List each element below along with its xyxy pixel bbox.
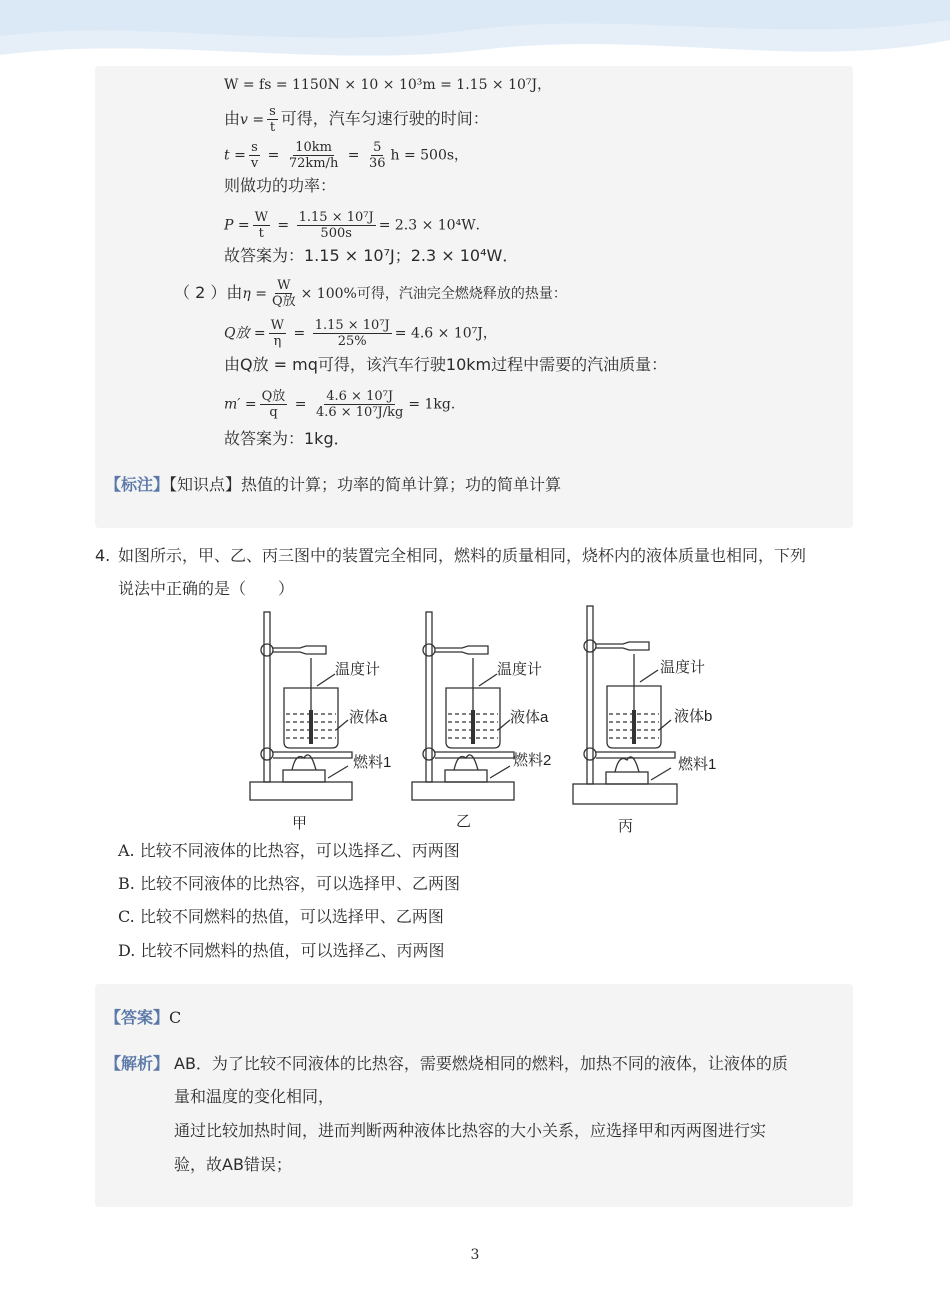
header-wave-decoration: [0, 0, 950, 70]
option-a-text: 比较不同液体的比热容，可以选择乙、丙两图: [139, 841, 460, 860]
mass-formula: m′ = $\frac{\text{Q放}}{q}$ = $\frac{\text{4.6 × 10⁷J}}{\text{4.6 × 10⁷J/kg}}$ = 1kg．: [224, 389, 465, 420]
option-d[interactable]: [118, 940, 444, 962]
apparatus-jia: [250, 612, 352, 800]
label-thermometer-bing: 温度计: [660, 659, 706, 676]
analysis-line2: 量和温度的变化相同，: [174, 1087, 335, 1106]
power-intro: 则做功的功率：: [224, 176, 337, 195]
analysis-line4: 验，故AB错误；: [174, 1155, 292, 1174]
option-b[interactable]: [118, 873, 460, 895]
time-formula: t = $\frac{s}{v}$ = $\frac{10km}{72km/h}$ = $\frac{5}{36}$ h = 500s，: [224, 140, 469, 171]
option-b-text: 比较不同液体的比热容，可以选择甲、乙两图: [139, 874, 460, 893]
experiment-figure: [240, 602, 730, 838]
answer-line: [105, 1008, 181, 1028]
label-liquid-jia: 液体a: [349, 709, 388, 726]
label-thermometer-jia: 温度计: [335, 661, 381, 678]
heat-formula: Q放 = $\frac{W}{\eta}$ = $\frac{\text{1.15 × 10⁷J}}{25\%}$ = 4.6 × 10⁷J，: [224, 318, 497, 349]
caption-jia: 甲: [292, 815, 308, 832]
caption-yi: 乙: [456, 813, 472, 830]
power-formula: P = $\frac{W}{t}$ = $\frac{\text{1.15 × 10⁷J}}{500s}$ = 2.3 × 10⁴W．: [224, 210, 490, 241]
apparatus-yi: [412, 612, 514, 800]
from-speed-line: 由v = $\frac{s}{t}$ 可得，汽车匀速行驶的时间：: [224, 104, 489, 135]
question-stem-line1: 如图所示，甲、乙、丙三图中的装置完全相同，燃料的质量相同，烧杯内的液体质量也相同，下列: [118, 546, 807, 565]
label-liquid-yi: 液体a: [510, 709, 549, 726]
option-d-text: 比较不同燃料的热值，可以选择乙、丙两图: [140, 941, 445, 960]
analysis-line1: AB．为了比较不同液体的比热容，需要燃烧相同的燃料，加热不同的液体，让液体的质: [174, 1054, 788, 1073]
option-a-letter: A.: [118, 841, 135, 860]
label-thermometer-yi: 温度计: [497, 661, 543, 678]
answer-value: C: [169, 1008, 182, 1027]
question-stem-line2: 说法中正确的是（ ）: [118, 579, 295, 598]
answer-tag: 【答案】: [105, 1008, 170, 1027]
label-tag: 【标注】: [105, 475, 170, 494]
analysis-line3: 通过比较加热时间，进而判断两种液体比热容的大小关系，应选择甲和丙两图进行实: [174, 1121, 767, 1140]
apparatus-bing: [573, 606, 677, 804]
option-c-letter: C.: [118, 907, 135, 926]
page-number: 3: [470, 1247, 480, 1263]
part2-efficiency-line: （ 2 ）由η = $\frac{W}{\text{Q放}}$ × 100%可得，汽油完全燃烧释放的热量：: [174, 278, 567, 309]
label-fuel-yi: 燃料2: [513, 752, 552, 769]
label-fuel-jia: 燃料1: [353, 754, 392, 771]
work-formula: W = fs = 1150N × 10 × 10³m = 1.15 × 10⁷J，: [224, 77, 552, 93]
fraction-s-over-t: $\frac{s}{t}$: [269, 104, 276, 135]
caption-bing: 丙: [618, 818, 634, 835]
option-d-letter: D.: [118, 941, 136, 960]
answer-part1: 故答案为：1.15 × 10⁷J；2.3 × 10⁴W．: [224, 246, 519, 265]
option-a[interactable]: [118, 840, 460, 862]
label-fuel-bing: 燃料1: [678, 756, 717, 773]
option-b-letter: B.: [118, 874, 135, 893]
answer-part2: 故答案为：1kg．: [224, 429, 350, 448]
analysis-tag: 【解析】: [105, 1054, 170, 1073]
mass-intro: 由Q放 = mq可得，该汽车行驶10km过程中需要的汽油质量：: [224, 355, 668, 374]
option-c[interactable]: [118, 906, 444, 928]
option-c-text: 比较不同燃料的热值，可以选择甲、乙两图: [139, 907, 444, 926]
question-number: 4.: [95, 546, 111, 565]
label-liquid-bing: 液体b: [674, 708, 713, 725]
knowledge-label-line: 【标注】【知识点】热值的计算；功率的简单计算；功的简单计算: [105, 475, 562, 494]
